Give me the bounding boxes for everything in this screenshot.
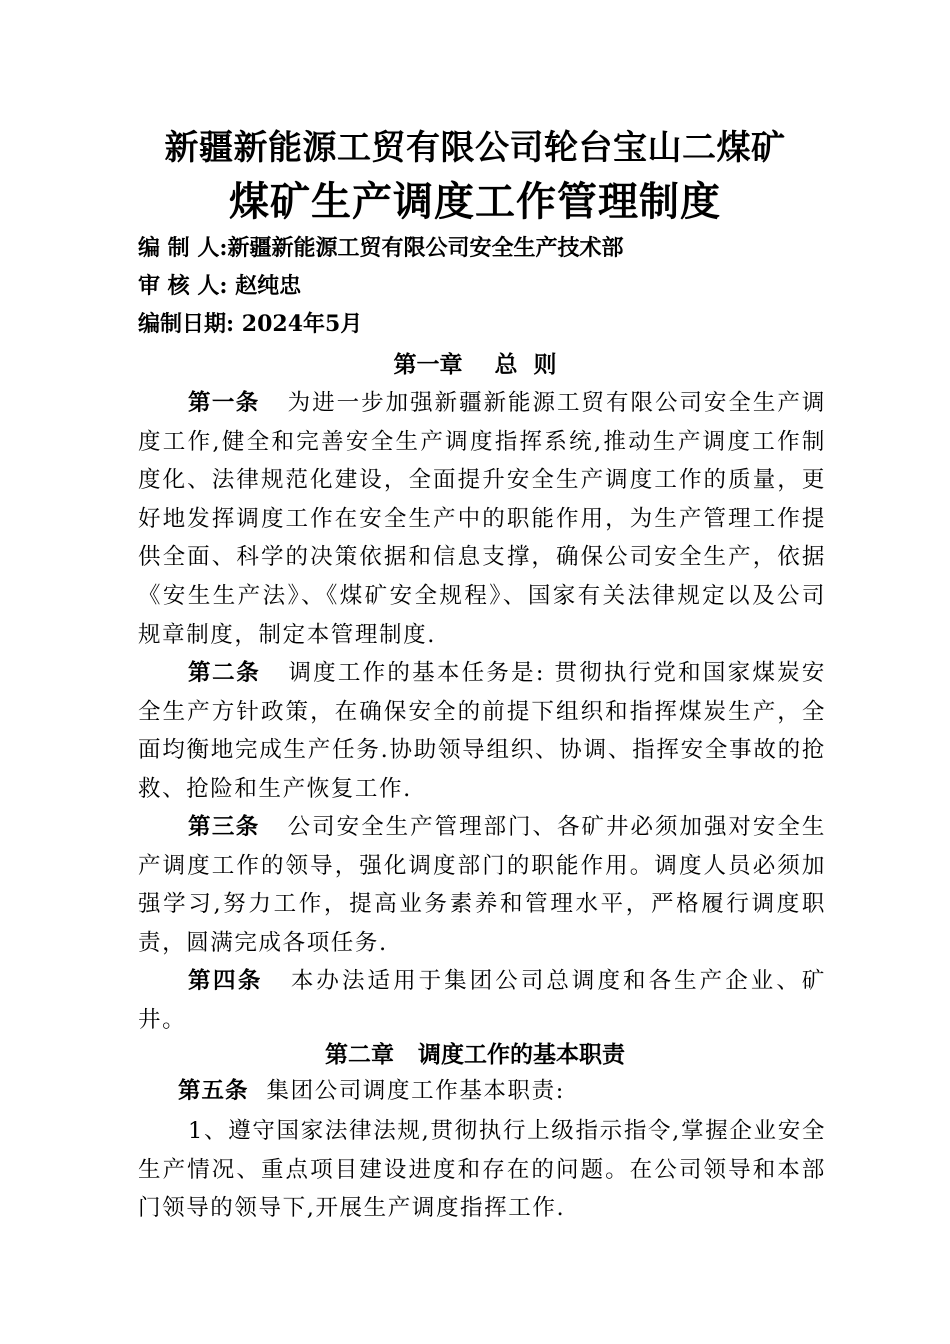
article-4-text: 本办法适用于集团公司总调度和各生产企业、矿井。 [138,968,826,1033]
editor-line: 编 制 人:新疆新能源工贸有限公司安全生产技术部 [138,235,624,261]
date-line: 编制日期: 2024年5月 [138,311,363,337]
article-5 [178,1072,565,1111]
article-5-text: 集团公司调度工作基本职责: [266,1078,565,1104]
document-title-line1: 新疆新能源工贸有限公司轮台宝山二煤矿 [164,128,786,168]
article-2-label: 第二条 [188,660,261,686]
article-3 [138,808,826,962]
article-2-text: 调度工作的基本任务是: 贯彻执行党和国家煤炭安全生产方针政策，在确保安全的前提下组织和指挥煤炭生产，全面均衡地完成生产任务.协助领导组织、协调、指挥安全事故的抢救、抢险和生产恢复工作. [138,660,826,802]
article-3-text: 公司安全生产管理部门、各矿井必须加强对安全生产调度工作的领导，强化调度部门的职能作用。调度人员必须加强学习,努力工作，提高业务素养和管理水平，严格履行调度职责，圆满完成各项任务. [138,814,826,956]
reviewer-line: 审 核 人: 赵纯忠 [138,273,302,299]
chapter-2-heading: 第二章 调度工作的基本职责 [324,1042,626,1068]
document-title-line2: 煤矿生产调度工作管理制度 [229,179,721,225]
article-5-item-1: 1、遵守国家法律法规,贯彻执行上级指示指令,掌握企业安全生产情况、重点项目建设进度和存在的问题。在公司领导和本部门领导的领导下,开展生产调度指挥工作. [138,1118,826,1222]
article-1 [138,384,826,654]
article-1-label: 第一条 [188,390,260,416]
article-5-label: 第五条 [178,1078,249,1104]
article-4-label: 第四条 [188,968,263,994]
chapter-1-heading: 第一章 总 则 [393,352,557,378]
article-3-label: 第三条 [188,814,260,840]
article-1-text: 为进一步加强新疆新能源工贸有限公司安全生产调度工作,健全和完善安全生产调度指挥系统,推动生产调度工作制度化、法律规范化建设，全面提升安全生产调度工作的质量，更好地发挥调度工作在安全生产中的职能作用，为生产管理工作提供全面、科学的决策依据和信息支撑，确保公司安全生产，依据《安生生产法》、《煤矿安全规程》、国家有关法律规定以及公司规章制度，制定本管理制度. [138,390,826,648]
article-2 [138,654,826,808]
article-4 [138,962,826,1039]
